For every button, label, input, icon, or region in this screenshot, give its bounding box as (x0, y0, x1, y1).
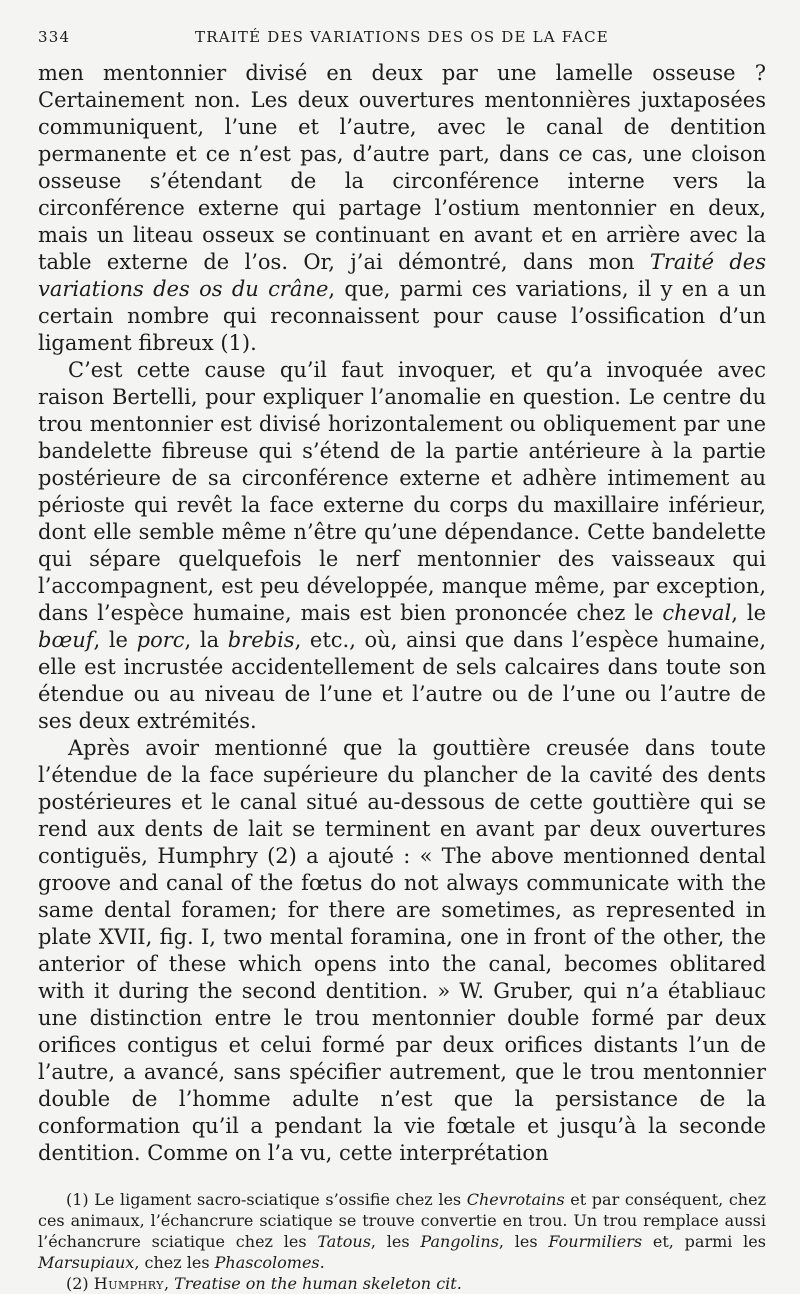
footnotes (38, 1189, 766, 1294)
paragraph-3: Après avoir mentionné que la gouttière creusée dans toute l’étendue de la face supérieure du plancher de la cavité des dents postérieures et le canal situé au-dessous de cette gouttière qui se rend aux dents de lait se terminent en avant par deux ouvertures contiguës, Humphry (2) a ajouté : « The above mentionned dental groove and canal of the fœtus do not always communicate with the same dental foramen; for there are sometimes, as represented in plate XVII, fig. I, two mental foramina, one in front of the other, the anterior of these which opens into the canal, becomes oblitared with it during the second dentition. » W. Gruber, qui n’a établiauc une distinction entre le trou mentonnier double formé par deux orifices contigus et celui formé par deux orifices distants l’un de l’autre, a avancé, sans spécifier autrement, que le trou mentonnier double de l’homme adulte n’est que la persistance de la conformation qu’il a pendant la vie fœtale et jusqu’à la seconde dentition. Comme on l’a vu, cette interprétation (38, 736, 766, 1165)
footnote-author: Humphry (93, 1274, 164, 1293)
paragraph-1: men mentonnier divisé en deux par une lamelle osseuse ? Certainement non. Les deux ouvertures mentonnières juxtaposées communiquent, l’une et l’autre, avec le canal de dentition permanente et ce n’est pas, d’autre part, dans ce cas, une cloison osseuse s’étendant de la circonférence interne vers la circonférence externe qui partage l’ostium mentonnier en deux, mais un liteau osseux se continuant en avant et en arrière avec la table externe de l’os. Or, j’ai démontré, dans mon Traité des variations des os du crâne, que, parmi ces variations, il y en a un certain nombre qui reconnaissent pour cause l’ossification d’un ligament fibreux (1). (38, 61, 766, 355)
animal-name: brebis (227, 628, 295, 652)
page-number: 334 (38, 28, 71, 46)
footnote-2: (2) Humphry, Treatise on the human skeleton cit. (66, 1274, 462, 1293)
running-title: TRAITÉ DES VARIATIONS DES OS DE LA FACE (195, 28, 609, 46)
body-text (38, 60, 766, 1167)
footnote-title: Treatise on the human skeleton cit. (174, 1274, 462, 1293)
animal-name: bœuf (38, 628, 94, 652)
book-title: Traité des variations des os du crâne (38, 250, 766, 301)
footnote-1: (1) Le ligament sacro-sciatique s’ossifie chez les Chevrotains et par conséquent, chez ces animaux, l’échancrure sciatique se trouve convertie en trou. Un trou remplace aussi l’échancrure sciatique chez les Tatous, les Pangolins, les Fourmiliers et, parmi les Marsupiaux, chez les Phascolomes. (38, 1190, 767, 1272)
animal-name: porc (136, 628, 185, 652)
paragraph-2: C’est cette cause qu’il faut invoquer, et qu’a invoquée avec raison Bertelli, pour expliquer l’anomalie en question. Le centre du trou mentonnier est divisé horizontalement ou obliquement par une bandelette fibreuse qui s’étend de la partie antérieure à la partie postérieure de sa circonférence externe et adhère intimement au périoste qui revêt la face externe du corps du maxillaire inférieur, dont elle semble même n’être qu’une dépendance. Cette bandelette qui sépare quelquefois le nerf mentonnier des vaisseaux qui l’accompagnent, est peu développée, manque même, par exception, dans l’espèce humaine, mais est bien prononcée chez le cheval, le bœuf, le porc, la brebis, etc., où, ainsi que dans l’espèce humaine, elle est incrustée accidentellement de sels calcaires dans toute son étendue ou au niveau de l’une et l’autre ou de l’une ou l’autre de ses deux extrémités. (38, 358, 767, 733)
running-head (38, 28, 766, 60)
animal-name: cheval (662, 601, 732, 625)
